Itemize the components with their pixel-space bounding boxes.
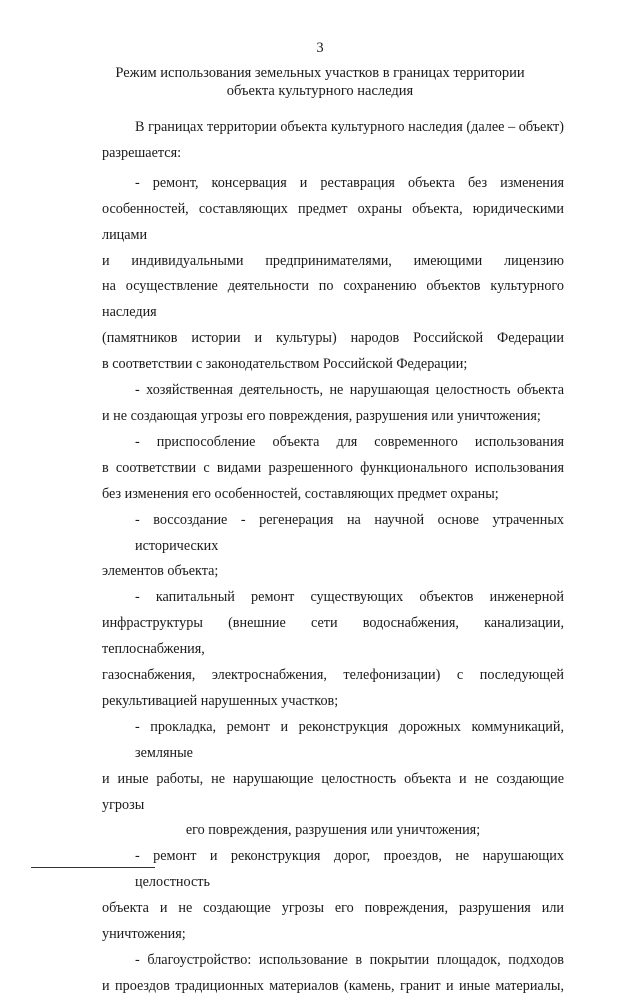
text-line: - хозяйственная деятельность, не нарушающая целостность объекта <box>135 382 564 399</box>
text-line: - капитальный ремонт существующих объектов инженерной <box>135 589 564 606</box>
text-line: на осуществление деятельности по сохранению объектов культурного наследия <box>102 278 564 321</box>
title-line: Режим использования земельных участков в границах территории <box>115 65 525 81</box>
text-line: в соответствии с видами разрешенного функционального использования <box>102 459 564 476</box>
text-line: - благоустройство: использование в покрытии площадок, подходов <box>135 952 564 968</box>
title-line: объекта культурного наследия <box>226 83 414 99</box>
text-line: инфраструктуры (внешние сети водоснабжения, канализации, теплоснабжения, <box>102 615 564 658</box>
text-line: - воссоздание - регенерация на научной основе утраченных исторических <box>135 511 564 554</box>
text-line: уничтожения; <box>102 926 186 943</box>
text-line: и проездов традиционных материалов (камень, гранит и иные материалы, <box>102 977 564 994</box>
text-line: в соответствии с законодательством Российской Федерации; <box>102 356 468 373</box>
document-body <box>102 115 564 1000</box>
text-line: и индивидуальными предпринимателями, имеющими лицензию <box>102 252 564 269</box>
text-line: особенностей, составляющих предмет охраны объекта, юридическими лицами <box>102 200 564 243</box>
document-title <box>80 64 560 100</box>
text-line: его повреждения, разрушения или уничтожения; <box>185 822 481 839</box>
text-line: - прокладка, ремонт и реконструкция дорожных коммуникаций, земляные <box>135 718 564 761</box>
text-line: газоснабжения, электроснабжения, телефонизации) с последующей <box>102 667 564 684</box>
text-line: В границах территории объекта культурного наследия (далее – объект) <box>135 119 564 135</box>
text-line: - приспособление объекта для современного использования <box>135 433 564 450</box>
text-line: элементов объекта; <box>102 563 219 580</box>
text-line: разрешается: <box>102 144 182 161</box>
footnote-separator <box>31 867 155 868</box>
page-number: 3 <box>316 40 324 56</box>
text-line: (памятников истории и культуры) народов Российской Федерации <box>102 330 564 347</box>
text-line: без изменения его особенностей, составляющих предмет охраны; <box>102 485 499 502</box>
text-line: объекта и не создающие угрозы его повреждения, разрушения или <box>102 900 564 917</box>
text-line: и не создающая угрозы его повреждения, разрушения или уничтожения; <box>102 407 541 424</box>
text-line: - ремонт и реконструкция дорог, проездов, не нарушающих целостность <box>135 848 564 891</box>
text-line: и иные работы, не нарушающие целостность объекта и не создающие угрозы <box>102 770 564 813</box>
text-line: рекультивацией нарушенных участков; <box>102 692 339 709</box>
text-line: - ремонт, консервация и реставрация объекта без изменения <box>135 174 564 191</box>
